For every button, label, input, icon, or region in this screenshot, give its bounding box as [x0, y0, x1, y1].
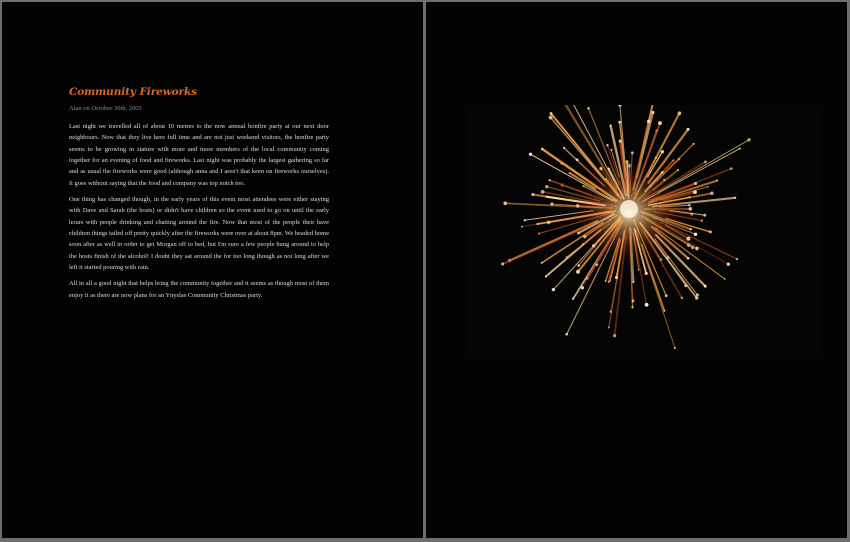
article-paragraph-2: One thing has changed though, in the early years of this event most attendees were either staying with Dave and Sarah (the hosts) or didn't have children so the event used to go on until the early hours with people drinking and chatting around the fire. Now that most of the people their have children things tailed off pretty quickly after the fireworks were over at about 8pm. We headed home soon after as well in order to get Morgan off to bed, but I'm sure a few people hung around to help the hosts finish of the alcohol! I doubt they sat around the for too long though as not long after we left it started pouring with rain.: [69, 196, 329, 272]
spark-tip: [687, 128, 690, 131]
spark-tip: [736, 258, 738, 260]
spark-tip: [610, 149, 612, 151]
spark-tip: [665, 294, 668, 297]
article-title: Community Fireworks: [69, 86, 197, 98]
spark-tip: [576, 158, 579, 161]
spark-tip: [529, 153, 532, 156]
spark-tip: [608, 281, 610, 283]
spark-tip: [747, 138, 751, 142]
article-paragraph-3: All in all a good night that helps bring the community together and it seems as though most of them enjoy it as there are now plans for an Ynyslas Community Christmas party.: [69, 280, 329, 299]
right-page: [426, 2, 847, 538]
article: [69, 86, 329, 306]
spark-tip: [606, 144, 608, 146]
spark-tip: [608, 327, 610, 329]
spark-tip: [681, 297, 684, 300]
spark-tip: [707, 186, 709, 188]
spark-tip: [674, 347, 676, 349]
spark-tip: [739, 148, 741, 150]
spark-tip: [501, 262, 504, 265]
spark-tip: [550, 112, 553, 115]
spark-tip: [678, 111, 682, 115]
spark-tip: [531, 193, 534, 196]
spark-tip: [703, 214, 706, 217]
spark-tip: [709, 230, 712, 233]
spark-tip: [565, 333, 568, 336]
spark-tip: [546, 196, 548, 198]
spark-tip: [548, 179, 550, 181]
spark-tip: [618, 121, 621, 124]
spark-tip: [541, 262, 543, 264]
spark-tip: [581, 286, 584, 289]
spark-tip: [524, 219, 526, 221]
spark-tip: [647, 120, 650, 123]
spark-tip: [537, 223, 539, 225]
spark-tip: [563, 147, 565, 149]
spark-tip: [730, 167, 733, 170]
spark-tip: [687, 257, 690, 260]
spark-tip: [566, 256, 568, 258]
spark-tip: [704, 161, 707, 164]
spark-tip: [587, 107, 590, 110]
spark-tip: [701, 219, 703, 221]
spark-tip: [613, 334, 616, 337]
spark-tip: [545, 276, 547, 278]
spark-tip: [605, 280, 607, 282]
spark-tip: [572, 298, 574, 300]
spark-tip: [693, 143, 695, 145]
spark-tip: [724, 278, 726, 280]
spark-tip: [704, 285, 707, 288]
spark-tip: [663, 310, 665, 312]
spark-tip: [545, 185, 548, 188]
spark-tip: [552, 288, 555, 291]
spark-tip: [569, 172, 571, 174]
spark-tip: [538, 233, 540, 235]
spark-tip: [661, 150, 664, 153]
spark-tip: [645, 303, 649, 307]
spark-tip: [615, 276, 618, 279]
spark-tip: [521, 226, 523, 228]
spark-tip: [503, 201, 507, 205]
burst-core: [620, 200, 638, 218]
spark-tip: [695, 247, 698, 250]
spark-tip: [734, 197, 736, 199]
firework-burst-image: [469, 105, 819, 359]
spark-tip: [576, 270, 580, 274]
spark-tip: [710, 192, 714, 196]
spark-tip: [727, 263, 730, 266]
spark-tip: [695, 296, 699, 300]
spark-tip: [610, 125, 612, 127]
article-byline: Alan on October 30th, 2005: [69, 105, 142, 112]
fireworks-photo: [469, 105, 819, 359]
article-paragraph-1: Last night we travelled all of about 10 metres to the now annual bonfire party at our next door neighbours. Now that they live here full time and are not just weekend visitors, the bonfire party seems to be growing in stature with more and more members of the local community coming together for an evening of food and fireworks. Last night was probably the largest gathering so far and as usual the fireworks were good (although anna and I aren't that keen on fireworks ourselves). It goes without saying that the food and company was top notch too.: [69, 123, 329, 187]
spark-tip: [631, 306, 633, 308]
spark-tip: [658, 121, 662, 125]
spark-tip: [716, 180, 718, 182]
spark-tip: [673, 159, 675, 161]
spark-tip: [541, 148, 544, 151]
spark-tip: [547, 221, 551, 225]
spark-tip: [633, 281, 635, 283]
spark-tip: [645, 272, 648, 275]
spark-tip: [632, 300, 635, 303]
spark-tip: [694, 182, 697, 185]
spark-tip: [696, 294, 699, 297]
left-page: [2, 2, 423, 538]
spark-tip: [541, 190, 545, 194]
spark-tip: [578, 264, 580, 266]
